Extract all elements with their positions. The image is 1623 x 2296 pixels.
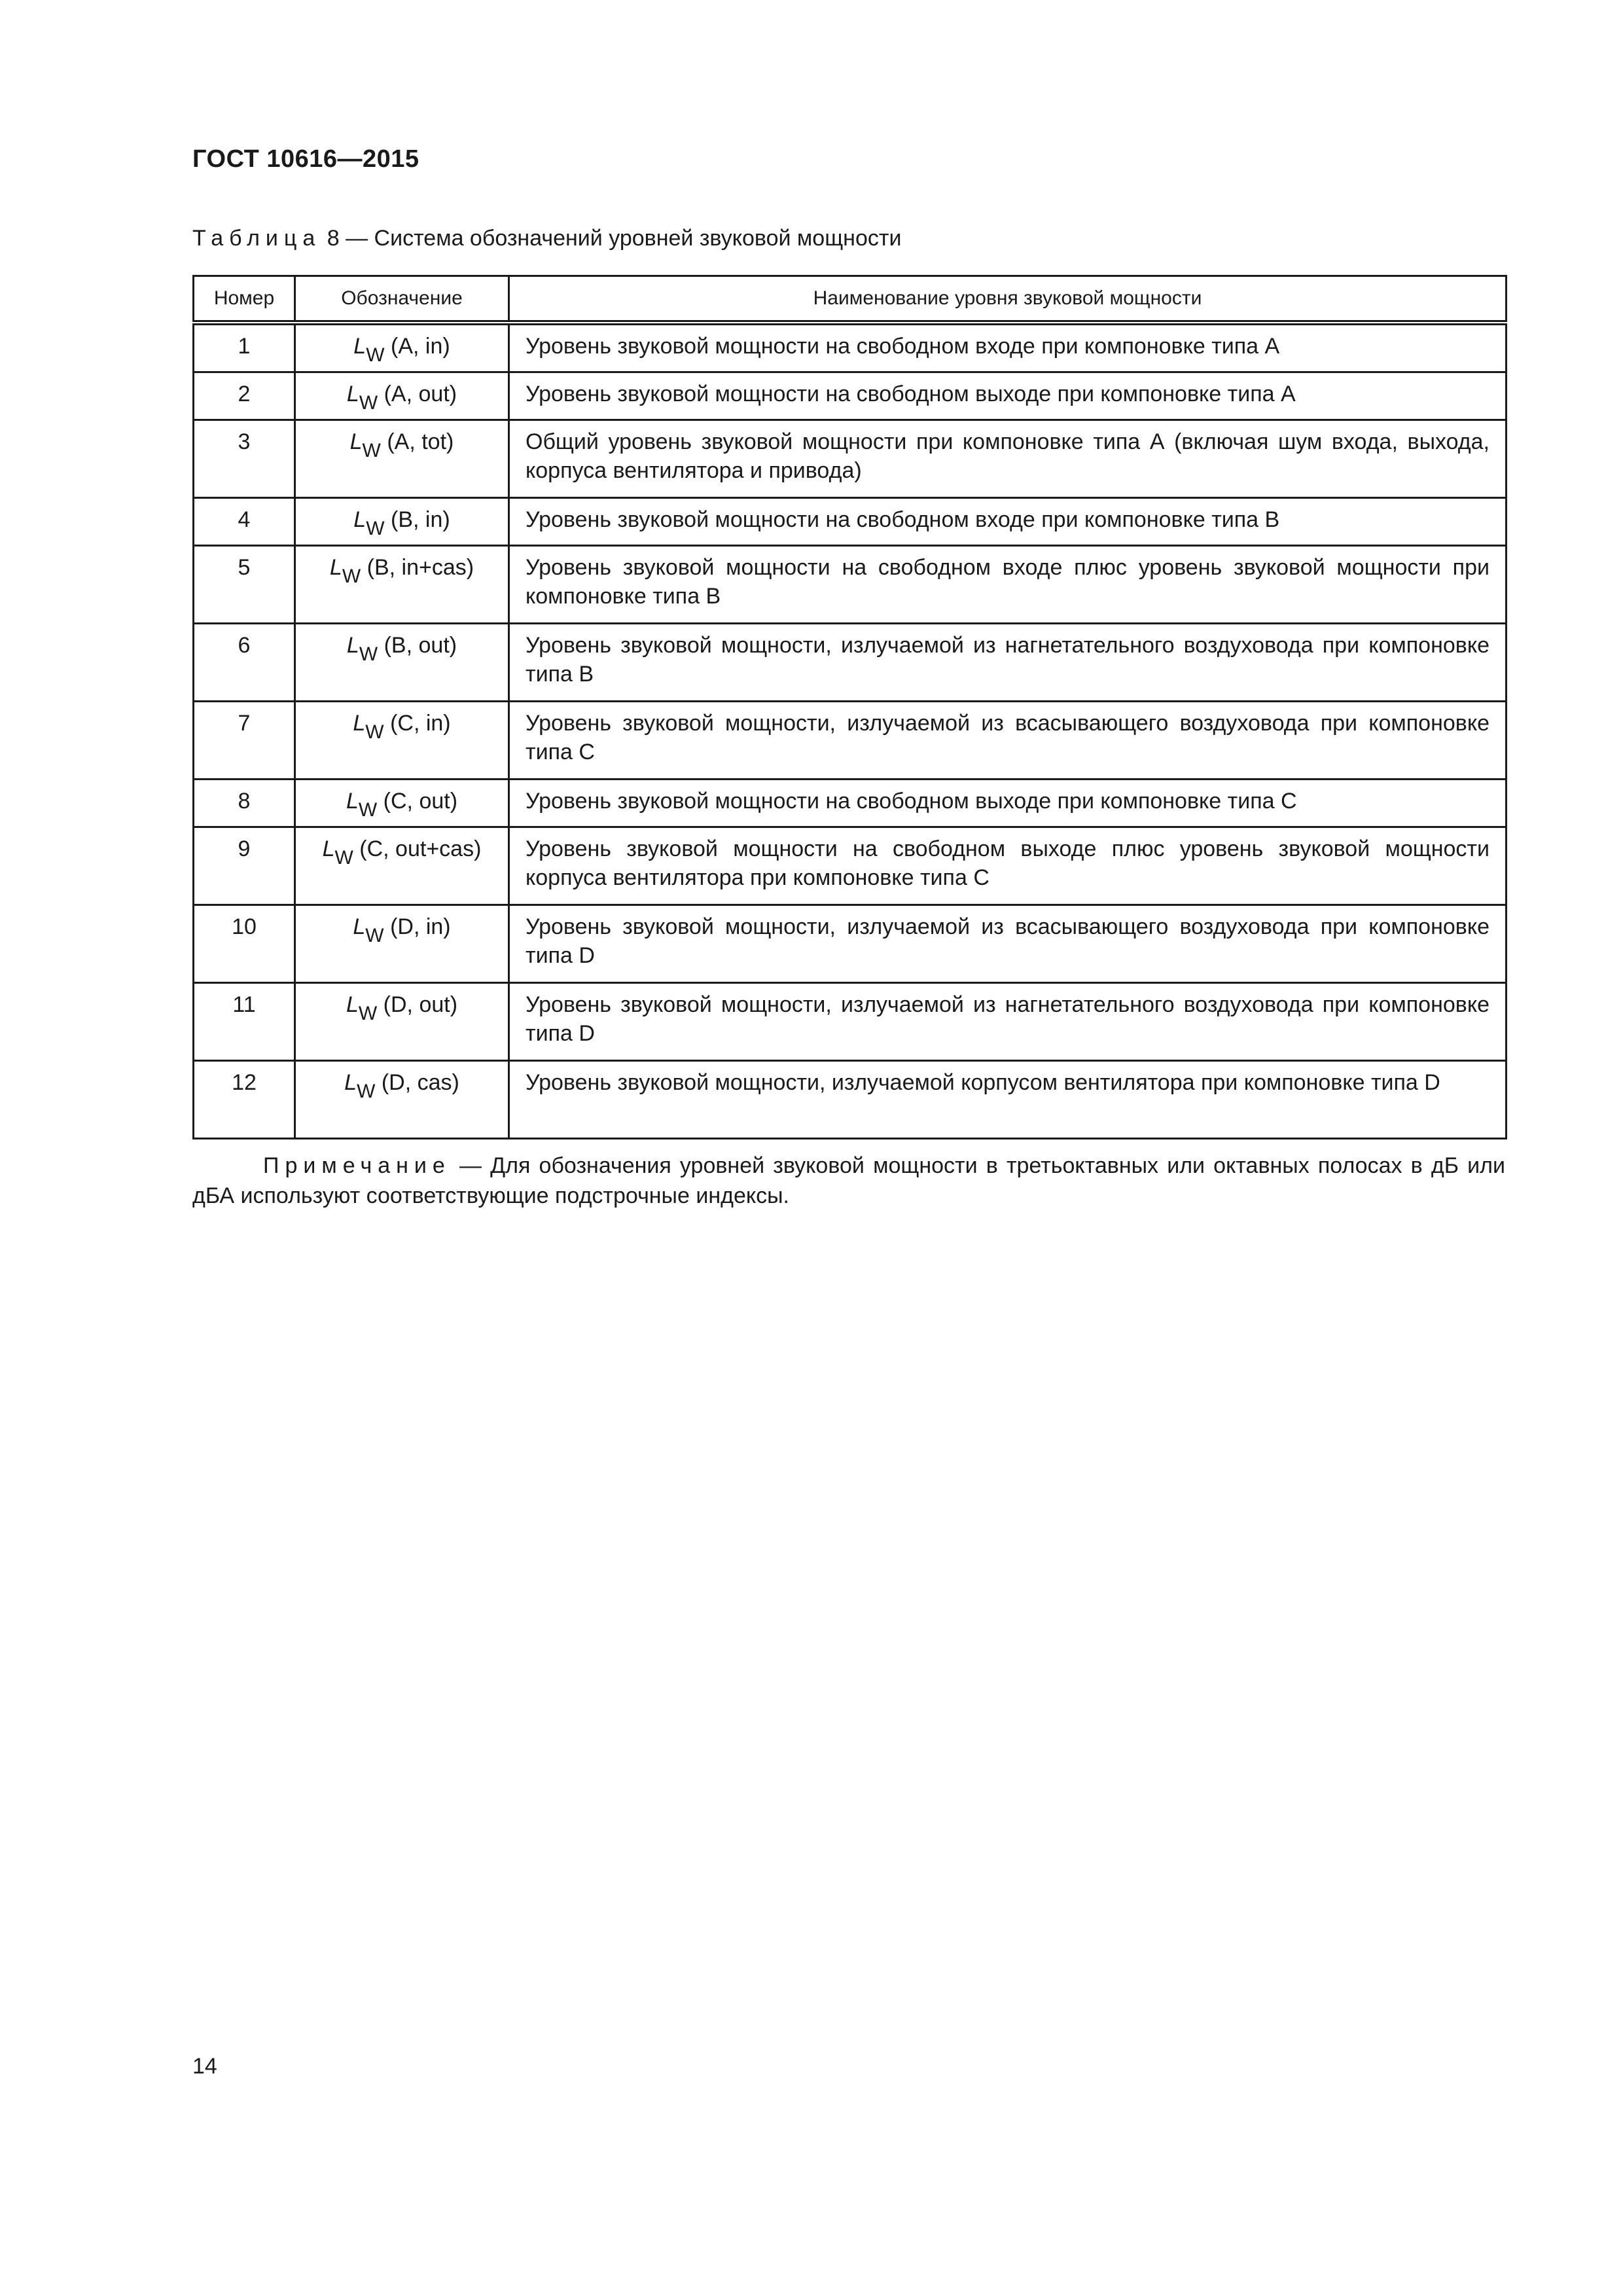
symbol-subscript: W: [358, 1003, 378, 1024]
row-number: 12: [194, 1061, 295, 1139]
symbol-subscript: W: [357, 1081, 376, 1102]
symbol-letter: L: [322, 836, 335, 861]
designation-params: (A, in): [391, 334, 450, 359]
row-number: 1: [194, 323, 295, 372]
row-number: 3: [194, 420, 295, 498]
row-number: 9: [194, 827, 295, 905]
designation-params: (A, out): [383, 382, 457, 406]
sound-power-table: [192, 275, 1507, 1139]
table-body: [194, 323, 1507, 1139]
row-designation: [295, 624, 509, 702]
designation-params: (C, out): [383, 789, 458, 814]
row-description: Уровень звуковой мощности на свободном выходе при компоновке типа А: [509, 372, 1507, 420]
row-designation: [295, 420, 509, 498]
row-designation: [295, 905, 509, 983]
row-designation: [295, 498, 509, 546]
row-designation: [295, 827, 509, 905]
table-row: [194, 323, 1507, 372]
designation-params: (C, out+cas): [359, 836, 482, 861]
table-row: [194, 1061, 1507, 1139]
row-designation: [295, 983, 509, 1061]
designation-params: (D, cas): [381, 1070, 459, 1095]
note-text: — Для обозначения уровней звуковой мощности в третьоктавных или октавных полосах в дБ или дБА используют соответствующие подстрочные индексы.: [192, 1153, 1505, 1208]
table-caption-label: Таблица: [192, 226, 321, 251]
row-number: 4: [194, 498, 295, 546]
column-header-number: Номер: [194, 276, 295, 323]
table-row: [194, 372, 1507, 420]
table-caption: [192, 226, 901, 251]
table-row: [194, 983, 1507, 1061]
table-row: [194, 905, 1507, 983]
symbol-letter: L: [353, 334, 366, 359]
designation-params: (A, tot): [387, 429, 454, 454]
row-number: 10: [194, 905, 295, 983]
row-description: Уровень звуковой мощности на свободном выходе при компоновке типа С: [509, 780, 1507, 827]
designation-params: (D, in): [390, 914, 451, 939]
symbol-letter: L: [329, 555, 342, 580]
symbol-letter: L: [353, 507, 366, 532]
row-description: Уровень звуковой мощности на свободном входе плюс уровень звуковой мощности при компоновке типа В: [509, 546, 1507, 624]
row-number: 6: [194, 624, 295, 702]
row-designation: [295, 372, 509, 420]
row-description: Уровень звуковой мощности на свободном входе при компоновке типа В: [509, 498, 1507, 546]
column-header-designation: Обозначение: [295, 276, 509, 323]
page-number: 14: [192, 2054, 217, 2079]
row-number: 11: [194, 983, 295, 1061]
row-description: Уровень звуковой мощности на свободном выходе плюс уровень звуковой мощности корпуса вентилятора при компоновке типа С: [509, 827, 1507, 905]
designation-params: (D, out): [383, 992, 458, 1017]
designation-params: (B, in): [391, 507, 450, 532]
symbol-subscript: W: [359, 643, 378, 665]
row-designation: [295, 546, 509, 624]
row-designation: [295, 702, 509, 780]
symbol-subscript: W: [362, 440, 381, 461]
symbol-letter: L: [346, 633, 359, 658]
row-description: Уровень звуковой мощности на свободном входе при компоновке типа А: [509, 323, 1507, 372]
symbol-subscript: W: [366, 344, 385, 366]
designation-params: (B, out): [383, 633, 457, 658]
document-header: ГОСТ 10616—2015: [192, 145, 419, 173]
symbol-subscript: W: [342, 565, 361, 587]
row-description: Уровень звуковой мощности, излучаемой корпусом вентилятора при компоновке типа D: [509, 1061, 1507, 1139]
symbol-subscript: W: [365, 721, 384, 743]
symbol-letter: L: [344, 1070, 357, 1095]
table-row: [194, 827, 1507, 905]
row-designation: [295, 323, 509, 372]
table-row: [194, 546, 1507, 624]
symbol-letter: L: [346, 789, 359, 814]
row-description: Уровень звуковой мощности, излучаемой из нагнетательного воздуховода при компоновке типа D: [509, 983, 1507, 1061]
note-label: Примечание: [263, 1153, 451, 1178]
row-description: Уровень звуковой мощности, излучаемой из всасывающего воздуховода при компоновке типа D: [509, 905, 1507, 983]
symbol-subscript: W: [358, 799, 378, 821]
row-number: 2: [194, 372, 295, 420]
row-designation: [295, 780, 509, 827]
table-note: [192, 1151, 1505, 1211]
symbol-subscript: W: [359, 392, 378, 414]
symbol-subscript: W: [365, 925, 384, 946]
symbol-letter: L: [346, 382, 359, 406]
table-header-row: [194, 276, 1507, 323]
symbol-subscript: W: [366, 518, 385, 539]
symbol-subscript: W: [334, 847, 353, 869]
table-row: [194, 702, 1507, 780]
row-number: 7: [194, 702, 295, 780]
table-caption-text: 8 — Система обозначений уровней звуковой мощности: [321, 226, 902, 251]
table-row: [194, 498, 1507, 546]
symbol-letter: L: [353, 711, 366, 736]
table-row: [194, 780, 1507, 827]
symbol-letter: L: [349, 429, 363, 454]
designation-params: (B, in+cas): [366, 555, 474, 580]
row-description: Общий уровень звуковой мощности при компоновке типа А (включая шум входа, выхода, корпуса вентилятора и привода): [509, 420, 1507, 498]
symbol-letter: L: [346, 992, 359, 1017]
row-designation: [295, 1061, 509, 1139]
symbol-letter: L: [353, 914, 366, 939]
row-description: Уровень звуковой мощности, излучаемой из нагнетательного воздуховода при компоновке типа В: [509, 624, 1507, 702]
table-row: [194, 624, 1507, 702]
row-description: Уровень звуковой мощности, излучаемой из всасывающего воздуховода при компоновке типа С: [509, 702, 1507, 780]
row-number: 8: [194, 780, 295, 827]
column-header-name: Наименование уровня звуковой мощности: [509, 276, 1507, 323]
row-number: 5: [194, 546, 295, 624]
table-row: [194, 420, 1507, 498]
designation-params: (C, in): [390, 711, 451, 736]
